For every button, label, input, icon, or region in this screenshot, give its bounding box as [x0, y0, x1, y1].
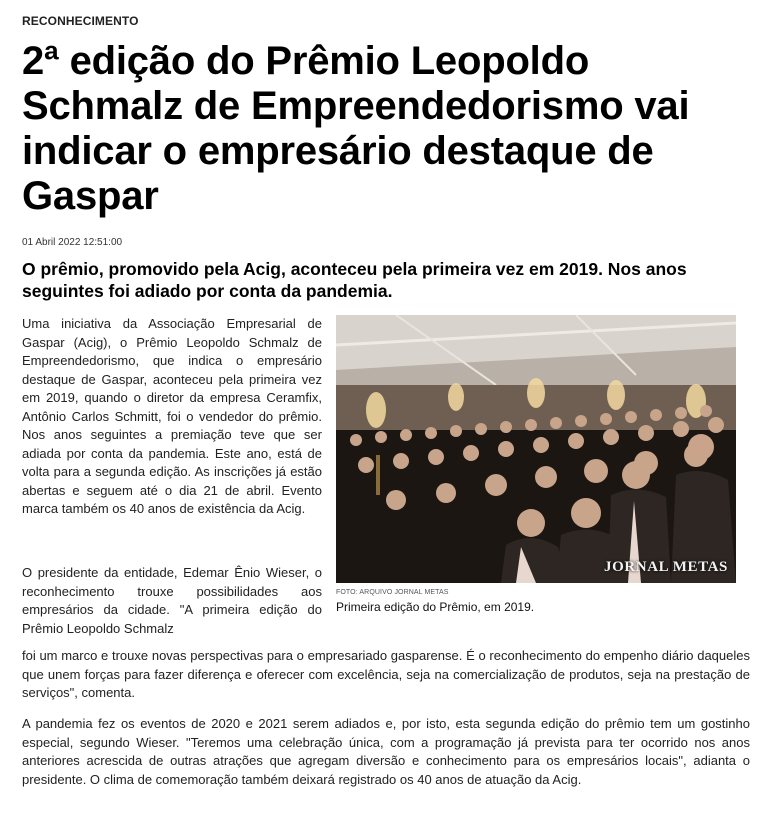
article-figure — [336, 315, 736, 614]
photo-credit: FOTO: ARQUIVO JORNAL METAS — [336, 589, 449, 596]
article-paragraph-1: Uma iniciativa da Associação Empresarial de Gaspar (Acig), o Prêmio Leopoldo Schmalz de Empreendedorismo, que indica o empresário destaque de Gaspar, aconteceu pela primeira vez em 2019, quando o diretor da empresa Ceramfix, Antônio Carlos Schmitt, foi o vendedor do prêmio. Nos anos seguintes a premiação teve que ser adiada por conta da pandemia. Este ano, está de volta para a segunda edição. As inscrições já estão abertas e seguem até o dia 21 de abril. Evento marca também os 40 anos de existência da Acig. — [22, 316, 322, 516]
event-photo[interactable] — [336, 315, 736, 583]
article-paragraph-2-start: O presidente da entidade, Edemar Ênio Wieser, o reconhecimento trouxe possibilidades aos empresários da cidade. "A primeira edição do Prêmio Leopoldo Schmalz — [22, 565, 322, 636]
article-paragraph-2-end: foi um marco e trouxe novas perspectivas para o empresariado gasparense. É o reconhecimento do empenho diário daqueles que unem forças para fazer diferença e oferecer com excelência, seja na comercialização de produtos, seja na prestação de serviços", comenta. — [22, 648, 750, 700]
photo-caption: Primeira edição do Prêmio, em 2019. — [336, 600, 535, 614]
article-paragraph-3: A pandemia fez os eventos de 2020 e 2021 serem adiados e, por isto, esta segunda edição do prêmio tem um gostinho especial, segundo Wieser. "Teremos uma celebração única, com a programação já prevista para ter ocorrido nos anos anteriores acrescida de outras atrações que agregam diversão e conhecimento para os empresários locais", adianta o presidente. O clima de comemoração também deixará registrado os 40 anos de atuação da Acig. — [22, 716, 750, 787]
article-date: 01 Abril 2022 12:51:00 — [22, 237, 123, 248]
article-category[interactable]: RECONHECIMENTO — [22, 14, 139, 28]
photo-watermark: JORNAL METAS — [603, 559, 728, 575]
article-title: 2ª edição do Prêmio Leopoldo Schmalz de Empreendedorismo vai indicar o empresário destaque de Gaspar — [22, 39, 690, 218]
article-subtitle: O prêmio, promovido pela Acig, aconteceu pela primeira vez em 2019. Nos anos seguintes foi adiado por conta da pandemia. — [22, 259, 687, 301]
audience-photo-illustration — [336, 315, 736, 583]
